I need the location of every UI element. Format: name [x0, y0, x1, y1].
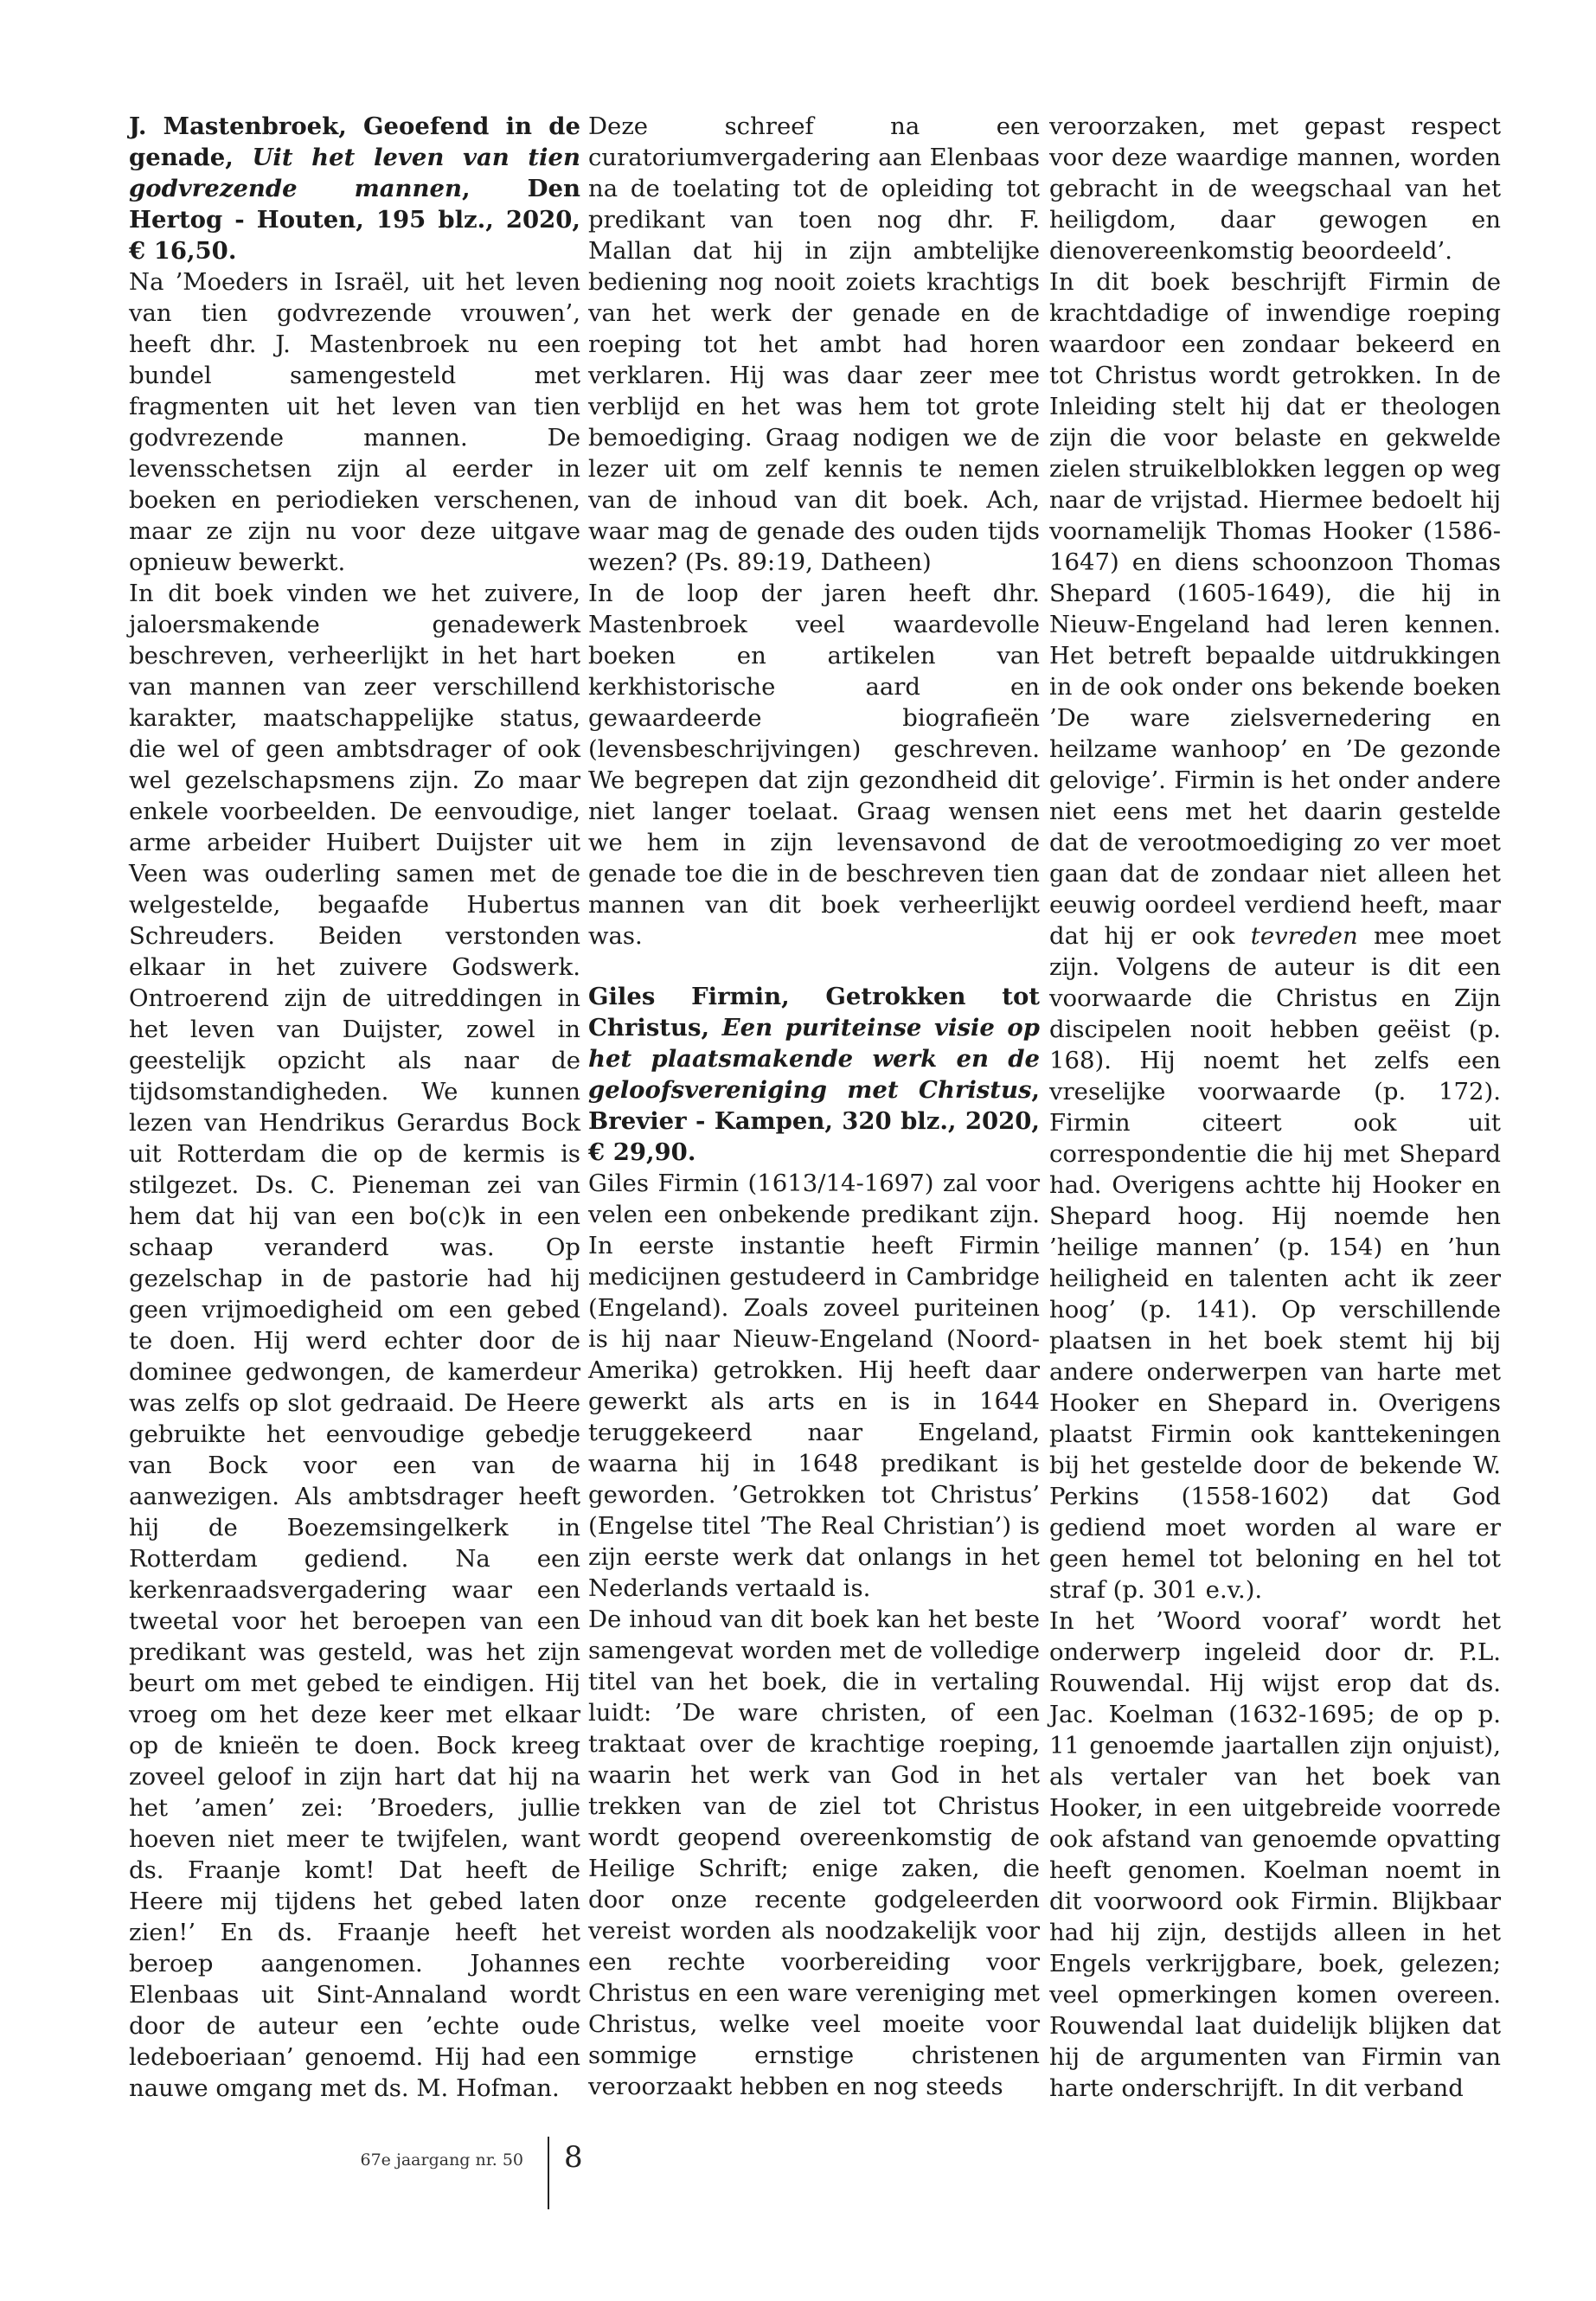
review-2-heading	[588, 981, 1040, 1168]
review-1-heading	[129, 111, 580, 266]
review-2-paragraph-1: Giles Firmin (1613/14-1697) zal voor velen een onbekende predikant zijn. In eerste instantie heeft Firmin medicijnen gestudeerd in Cambridge (Engeland). Zoals zoveel puriteinen is hij naar Nieuw-Engeland (Noord-Amerika) getrokken. Hij heeft daar gewerkt als arts en is in 1644 teruggekeerd naar Engeland, waarna hij in 1648 predikant is geworden. ’Getrokken tot Christus’ (Engelse titel ’The Real Christian’) is zijn eerste werk dat onlangs in het Nederlands vertaald is.	[588, 1170, 1040, 1602]
review-1-heading-author: J. Mastenbroek, Geoefend in de genade,	[129, 112, 580, 171]
page-footer	[0, 2137, 1596, 2214]
page-number: 8	[564, 2140, 583, 2175]
text-column-3	[1049, 111, 1501, 2104]
review-1-paragraph-1: Na ’Moeders in Israël, uit het leven van tien godvrezende vrouwen’, heeft dhr. J. Mastenbroek nu een bundel samengesteld met fragmenten uit het leven van tien godvrezende mannen. De levensschetsen zijn al eerder in boeken en periodieken verschenen, maar ze zijn nu voor deze uitgave opnieuw bewerkt.	[129, 268, 580, 576]
review-1-heading-subtitle: Uit het leven van tien godvrezende mannen	[129, 144, 580, 202]
text-column-1	[129, 111, 580, 2104]
review-2-paragraph-2: De inhoud van dit boek kan het beste samengevat worden met de volledige titel van het boek, die in vertaling luidt: ’De ware christen, of een traktaat over de krachtige roeping, waarin het werk van God in het trekken van de ziel tot Christus wordt geopend overeenkomstig de Heilige Schrift; enige zaken, die door onze recente godgeleerden vereist worden als noodzakelijk voor een rechte voorbereiding voor Christus en een ware vereniging met Christus, welke veel moeite voor sommige ernstige christenen veroorzaakt hebben en nog steeds	[588, 1606, 1040, 2100]
text-column-2	[588, 111, 1040, 2102]
review-2-paragraph-3-text: In dit boek beschrijft Firmin de krachtdadige of inwendige roeping waardoor een zondaar bekeerd en tot Christus wordt getrokken. In de Inleiding stelt hij dat er theologen zijn die voor belaste en gekwelde zielen struikelblokken leggen op weg naar de vrijstad. Hiermee bedoelt hij voornamelijk Thomas Hooker (1586-1647) en diens schoonzoon Thomas Shepard (1605-1649), die hij in Nieuw-Engeland had leren kennen. Het betreft bepaalde uitdrukkingen in de ook onder ons bekende boeken ’De ware zielsvernedering en heilzame wanhoop’ en ’De gezonde gelovige’. Firmin is het onder andere niet eens met het daarin gestelde dat de verootmoediging zo ver moet gaan dat de zondaar niet alleen het eeuwig oordeel verdiend heeft, maar dat hij er ook	[1049, 268, 1501, 950]
review-2-paragraph-2-cont: veroorzaken, met gepast respect voor deze waardige mannen, worden gebracht in de weegschaal van het heiligdom, daar gewogen en dienovereenkomstig beoordeeld’.	[1049, 112, 1501, 265]
review-1-paragraph-2-cont: Deze schreef na een curatoriumvergadering aan Elenbaas na de toelating tot de opleiding tot predikant van toen nog dhr. F. Mallan dat hij in zijn ambtelijke bediening nog nooit zoiets krachtigs van het werk der genade en de roeping tot het ambt had horen verklaren. Hij was daar zeer mee verblijd en het was hem tot grote bemoediging. Graag nodigen we de lezer uit om zelf kennis te nemen van de inhoud van dit boek. Ach, waar mag de genade des ouden tijds wezen? (Ps. 89:19, Datheen)	[588, 112, 1040, 576]
issue-label: 67e jaargang nr. 50	[360, 2150, 523, 2170]
review-2-paragraph-3	[1049, 266, 1501, 1606]
review-1-paragraph-3: In de loop der jaren heeft dhr. Mastenbroek veel waardevolle boeken en artikelen van kerkhistorische aard en gewaardeerde biografieën (levensbeschrijvingen) geschreven. We begrepen dat zijn gezondheid dit niet langer toelaat. Graag wensen we hem in zijn levensavond de genade toe die in de beschreven tien mannen van dit boek verheerlijkt was.	[588, 580, 1040, 950]
review-2-heading-subtitle: Een puriteinse visie op het plaatsmakende werk en de geloofsvereniging met Christus	[588, 1014, 1040, 1104]
review-1-paragraph-2: In dit boek vinden we het zuivere, jaloersmakende genadewerk beschreven, verheerlijkt in het hart van mannen van zeer verschillend karakter, maatschappelijke status, die wel of geen ambtsdrager of ook wel gezelschapsmens zijn. Zo maar enkele voorbeelden. De eenvoudige, arme arbeider Huibert Duijster uit Veen was ouderling samen met de welgestelde, begaafde Hubertus Schreuders. Beiden verstonden elkaar in het zuivere Godswerk. Ontroerend zijn de uitreddingen in het leven van Duijster, zowel in geestelijk opzicht als naar de tijdsomstandigheden. We kunnen lezen van Hendrikus Gerardus Bock uit Rotterdam die op de kermis is stilgezet. Ds. C. Pieneman zei van hem dat hij van een bo(c)k in een schaap veranderd was. Op gezelschap in de pastorie had hij geen vrijmoedigheid om een gebed te doen. Hij werd echter door de dominee gedwongen, de kamerdeur was zelfs op slot gedraaid. De Heere gebruikte het eenvoudige gebedje van Bock voor een van de aanwezigen. Als ambtsdrager heeft hij de Boezemsingelkerk in Rotterdam gediend. Na een kerkenraadsvergadering waar een tweetal voor het beroepen van een predikant was gesteld, was het zijn beurt om met gebed te eindigen. Hij vroeg om het deze keer met elkaar op de knieën te doen. Bock kreeg zoveel geloof in zijn hart dat hij na het ’amen’ zei: ’Broeders, jullie hoeven niet meer te twijfelen, want ds. Fraanje komt! Dat heeft de Heere mij tijdens het gebed laten zien!’ En ds. Fraanje heeft het beroep aangenomen. Johannes Elenbaas uit Sint-Annaland wordt door de auteur een ’echte oude ledeboeriaan’ genoemd. Hij had een nauwe omgang met ds. M. Hofman.	[129, 580, 580, 2102]
review-2-paragraph-3-rest: mee moet zijn. Volgens de auteur is dit een voorwaarde die Christus en Zijn discipelen nooit hebben geëist (p. 168). Hij noemt het zelfs een vreselijke voorwaarde (p. 172). Firmin citeert ook uit correspondentie die hij met Shepard had. Overigens achtte hij Hooker en Shepard hoog. Hij noemde hen ’heilige mannen’ (p. 154) en ’hun heiligheid en talenten acht ik zeer hoog’ (p. 141). Op verschillende plaatsen in het boek stemt hij bij andere onderwerpen van harte met Hooker en Shepard in. Overigens plaatst Firmin ook kanttekeningen bij het gestelde door de bekende W. Perkins (1558-1602) dat God gediend moet worden al ware er geen hemel tot beloning en hel tot straf (p. 301 e.v.).	[1049, 922, 1501, 1604]
footer-divider	[548, 2137, 549, 2209]
review-2-heading-author: Giles Firmin, Getrokken tot Christus,	[588, 983, 1040, 1042]
review-2-emphasis: tevreden	[1250, 922, 1358, 950]
review-2-heading-publisher: , Brevier - Kampen, 320 blz., 2020, € 29,90.	[588, 1076, 1040, 1166]
review-2-paragraph-4: In het ’Woord vooraf’ wordt het onderwerp ingeleid door dr. P.L. Rouwendal. Hij wijst erop dat ds. Jac. Koelman (1632-1695; de op p. 11 genoemde jaartallen zijn onjuist), als vertaler van het boek van Hooker, in een uitgebreide voorrede ook afstand van genoemde opvatting heeft genomen. Koelman noemt in dit voorwoord ook Firmin. Blijkbaar had hij zijn, destijds alleen in het Engels verkrijgbare, boek, gelezen; veel opmerkingen komen overeen. Rouwendal laat duidelijk blijken dat hij de argumenten van Firmin van harte onderschrijft. In dit verband	[1049, 1607, 1501, 2102]
review-1-heading-publisher: , Den Hertog - Houten, 195 blz., 2020, € 16,50.	[129, 175, 580, 265]
